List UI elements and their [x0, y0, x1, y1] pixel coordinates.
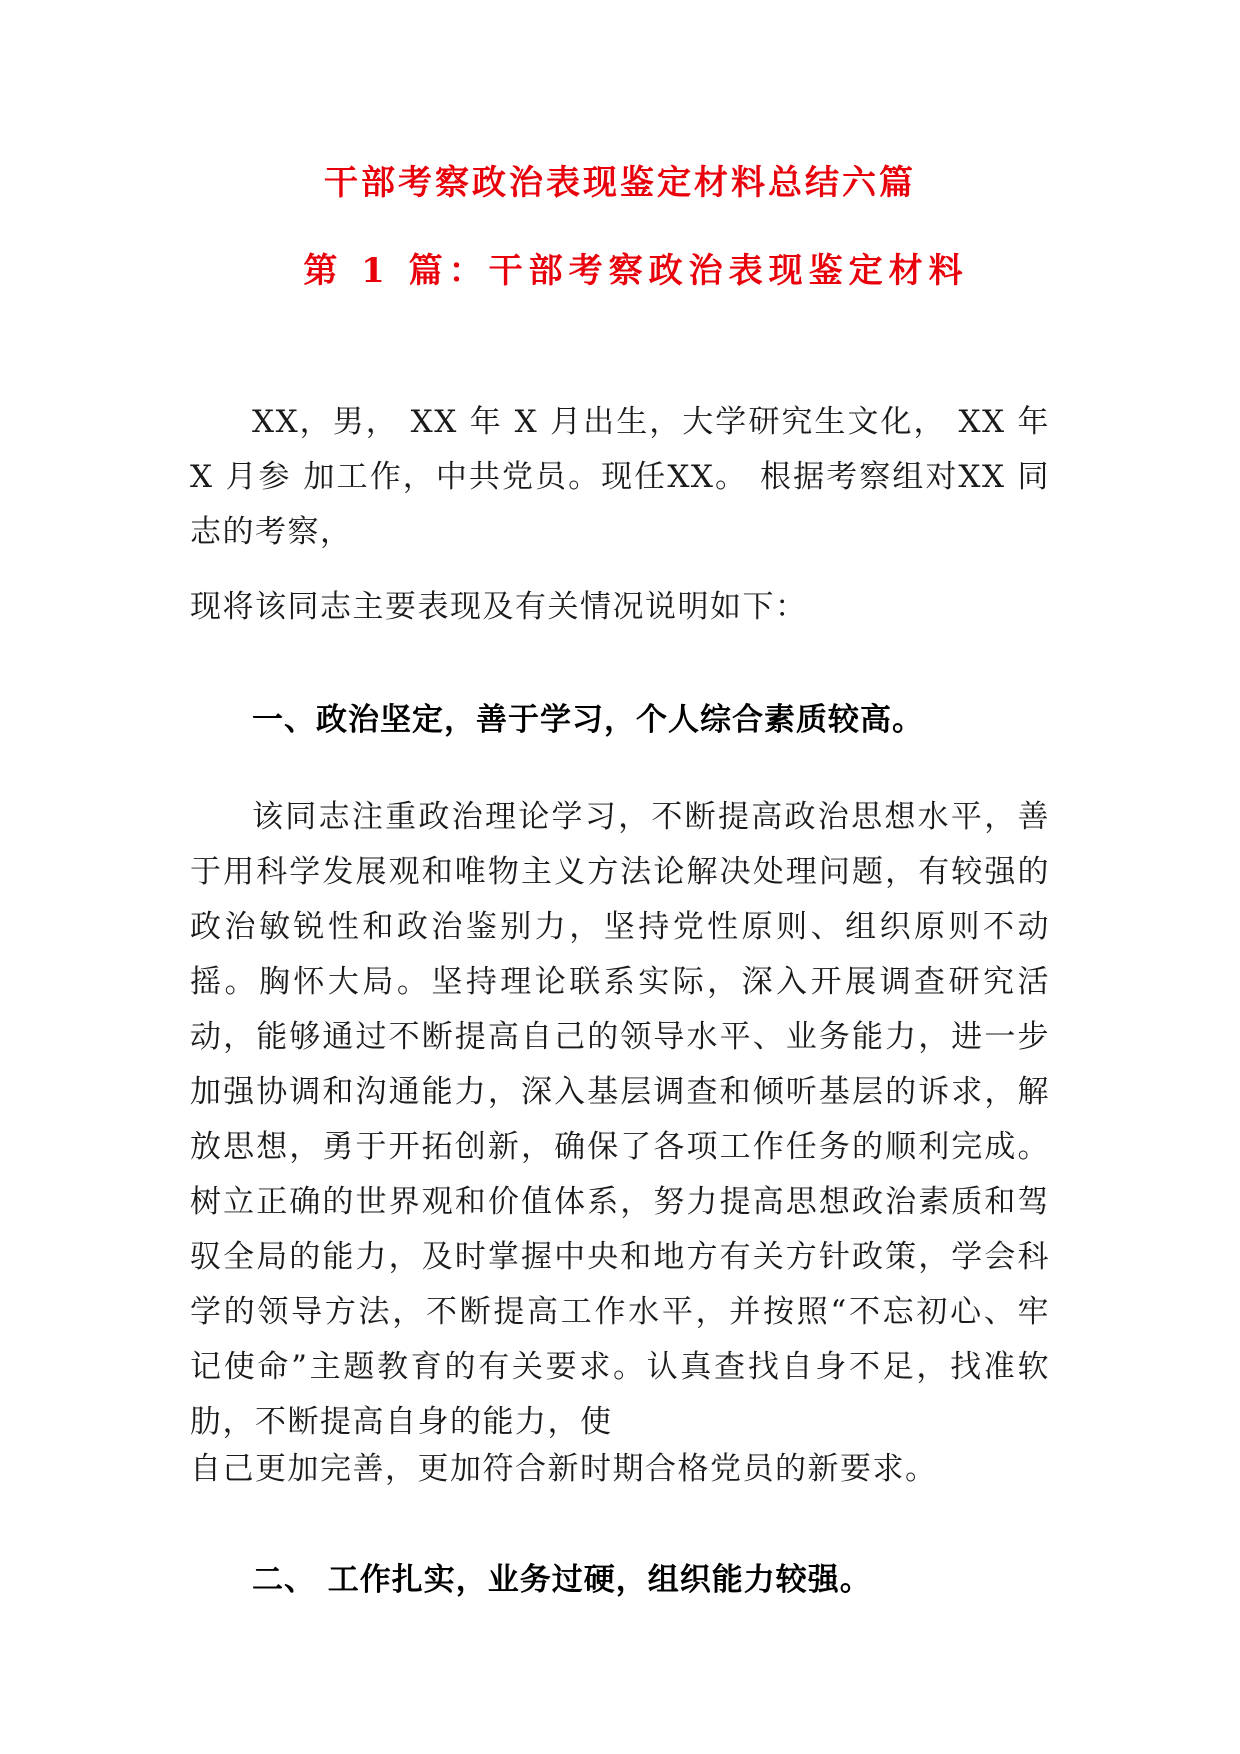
document-title: 干部考察政治表现鉴定材料总结六篇 [324, 163, 916, 203]
section1-body-paragraph: 该同志注重政治理论学习，不断提高政治思想水平，善于用科学发展观和唯物主义方法论解决处理问题，有较强的政治敏锐性和政治鉴别力，坚持党性原则、组织原则不动摇。胸怀大局。坚持理论联系实际，深入开展调查研究活动，能够通过不断提高自己的领导水平、业务能力，进一步加强协调和沟通能力，深入基层调查和倾听基层的诉求，解放思想，勇于开拓创新，确保了各项工作任务的顺利完成。树立正确的世界观和价值体系，努力提高思想政治素质和驾驭全局的能力，及时掌握中央和地方有关方针政策，学会科学的领导方法，不断提高工作水平，并按照“不忘初心、牢记使命”主题教育的有关要求。认真查找自身不足，找准软肋，不断提高自身的能力，使 [190, 799, 1050, 1440]
section-heading-1: 一、政治坚定，善于学习，个人综合素质较高。 [252, 702, 924, 738]
document-subtitle: 第 1 篇：干部考察政治表现鉴定材料 [303, 251, 969, 291]
intro-paragraph: XX，男， XX 年 X 月出生，大学研究生文化， XX 年 X 月参 加工作，中共党员。现任XX。 根据考察组对XX 同志的考察， [190, 404, 1050, 550]
intro-continued-paragraph: 现将该同志主要表现及有关情况说明如下： [190, 589, 808, 625]
section-heading-2: 二、 工作扎实，业务过硬，组织能力较强。 [252, 1562, 872, 1598]
section1-body-end-paragraph: 自己更加完善，更加符合新时期合格党员的新要求。 [190, 1451, 938, 1487]
